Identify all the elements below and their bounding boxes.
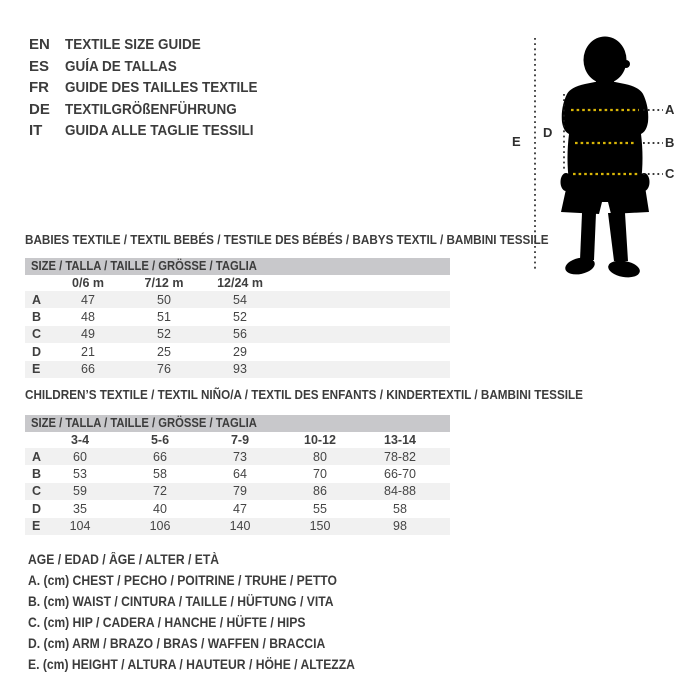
table-cell: 48 <box>81 310 95 325</box>
legend-waist: B. (cm) WAIST / CINTURA / TAILLE / HÜFTUNG / VITA <box>28 594 334 609</box>
lang-row-it <box>29 120 279 142</box>
table-cell: 84-88 <box>384 484 416 499</box>
table-row <box>25 465 450 482</box>
table-cell: 49 <box>81 327 95 342</box>
table-cell: 66 <box>153 449 167 464</box>
table-cell: 58 <box>153 467 167 482</box>
children-column-header-row <box>25 432 450 448</box>
lang-title: GUIDE DES TAILLES TEXTILE <box>65 79 258 96</box>
row-label: B <box>32 467 42 482</box>
children-section-title: CHILDREN’S TEXTILE / TEXTIL NIÑO/A / TEXTIL DES ENFANTS / KINDERTEXTIL / BAMBINI TESSILE <box>25 387 583 402</box>
lang-row-en <box>29 34 279 56</box>
table-cell: 80 <box>313 449 327 464</box>
table-cell: 72 <box>153 484 167 499</box>
figure-label-e: E <box>512 134 521 149</box>
table-cell: 47 <box>81 292 95 307</box>
column-header: 13-14 <box>384 433 416 447</box>
column-header: 10-12 <box>304 433 336 447</box>
figure-label-b: B <box>665 135 675 150</box>
table-cell: 93 <box>233 362 247 377</box>
column-header: 12/24 m <box>217 276 263 290</box>
table-cell: 76 <box>157 362 171 377</box>
column-header: 7/12 m <box>144 276 184 290</box>
babies-section-title: BABIES TEXTILE / TEXTIL BEBÉS / TESTILE DES BÉBÉS / BABYS TEXTIL / BAMBINI TESSILE <box>25 232 549 247</box>
legend-height: E. (cm) HEIGHT / ALTURA / HAUTEUR / HÖHE / ALTEZZA <box>28 657 355 672</box>
table-cell: 59 <box>73 484 87 499</box>
table-cell: 106 <box>149 519 171 534</box>
lang-row-de <box>29 99 279 121</box>
measurement-legend <box>28 549 391 675</box>
column-header: 5-6 <box>150 433 170 447</box>
table-cell: 35 <box>73 501 87 516</box>
table-cell: 78-82 <box>384 449 416 464</box>
table-cell: 51 <box>157 310 171 325</box>
figure-label-c: C <box>665 166 675 181</box>
table-cell: 66 <box>81 362 95 377</box>
legend-age: AGE / EDAD / ÂGE / ALTER / ETÀ <box>28 552 220 567</box>
babies-size-table <box>25 258 450 378</box>
table-cell: 54 <box>233 292 247 307</box>
row-label: E <box>32 362 41 377</box>
babies-column-header-row <box>25 275 450 291</box>
row-label: D <box>32 501 42 516</box>
table-row <box>25 326 450 343</box>
row-label: E <box>32 519 41 534</box>
lang-code: DE <box>29 100 50 118</box>
lang-code: FR <box>29 79 49 96</box>
language-title-list <box>29 34 279 142</box>
table-cell: 140 <box>229 519 251 534</box>
row-label: B <box>32 310 42 325</box>
lang-code: IT <box>29 122 43 139</box>
table-cell: 52 <box>233 310 247 325</box>
table-cell: 70 <box>313 467 327 482</box>
table-row <box>25 343 450 360</box>
table-cell: 47 <box>233 501 247 516</box>
lang-title: TEXTILE SIZE GUIDE <box>65 36 201 53</box>
legend-arm: D. (cm) ARM / BRAZO / BRAS / WAFFEN / BRACCIA <box>28 636 326 651</box>
table-cell: 98 <box>393 519 407 534</box>
table-cell: 64 <box>233 467 247 482</box>
legend-chest: A. (cm) CHEST / PECHO / POITRINE / TRUHE / PETTO <box>28 573 337 588</box>
row-label: D <box>32 344 42 359</box>
table-row <box>25 500 450 517</box>
table-cell: 150 <box>309 519 331 534</box>
lang-title: TEXTILGRÖßENFÜHRUNG <box>65 100 237 118</box>
figure-label-a: A <box>665 102 675 117</box>
table-cell: 53 <box>73 467 87 482</box>
lang-code: ES <box>29 57 50 75</box>
column-header: 3-4 <box>70 433 90 447</box>
table-cell: 40 <box>153 501 167 516</box>
children-size-table <box>25 415 450 535</box>
lang-row-fr <box>29 77 279 99</box>
table-row <box>25 291 450 308</box>
children-table-header-bar: SIZE / TALLA / TAILLE / GRÖSSE / TAGLIA <box>25 415 450 432</box>
table-cell: 60 <box>73 449 87 464</box>
table-cell: 21 <box>81 344 95 359</box>
table-cell: 52 <box>157 327 171 342</box>
table-cell: 55 <box>313 501 327 516</box>
table-cell: 50 <box>157 292 171 307</box>
table-row <box>25 483 450 500</box>
row-label: A <box>32 449 42 464</box>
table-row <box>25 518 450 535</box>
table-row <box>25 361 450 378</box>
table-cell: 29 <box>233 344 247 359</box>
table-cell: 104 <box>69 519 91 534</box>
row-label: A <box>32 292 42 307</box>
table-cell: 73 <box>233 449 247 464</box>
column-header: 0/6 m <box>72 276 104 290</box>
table-cell: 58 <box>393 501 407 516</box>
lang-title: GUÍA DE TALLAS <box>65 57 177 75</box>
table-cell: 66-70 <box>384 467 416 482</box>
row-label: C <box>32 484 42 499</box>
lang-title: GUIDA ALLE TAGLIE TESSILI <box>65 122 254 139</box>
table-cell: 79 <box>233 484 247 499</box>
table-cell: 86 <box>313 484 327 499</box>
row-label: C <box>32 327 42 342</box>
table-row <box>25 448 450 465</box>
babies-table-header-bar: SIZE / TALLA / TAILLE / GRÖSSE / TAGLIA <box>25 258 450 275</box>
lang-code: EN <box>29 36 50 53</box>
legend-hip: C. (cm) HIP / CADERA / HANCHE / HÜFTE / HIPS <box>28 615 306 630</box>
table-row <box>25 308 450 325</box>
figure-label-d: D <box>543 125 553 140</box>
lang-row-es <box>29 56 279 78</box>
table-cell: 25 <box>157 344 171 359</box>
table-cell: 56 <box>233 327 247 342</box>
column-header: 7-9 <box>230 433 250 447</box>
